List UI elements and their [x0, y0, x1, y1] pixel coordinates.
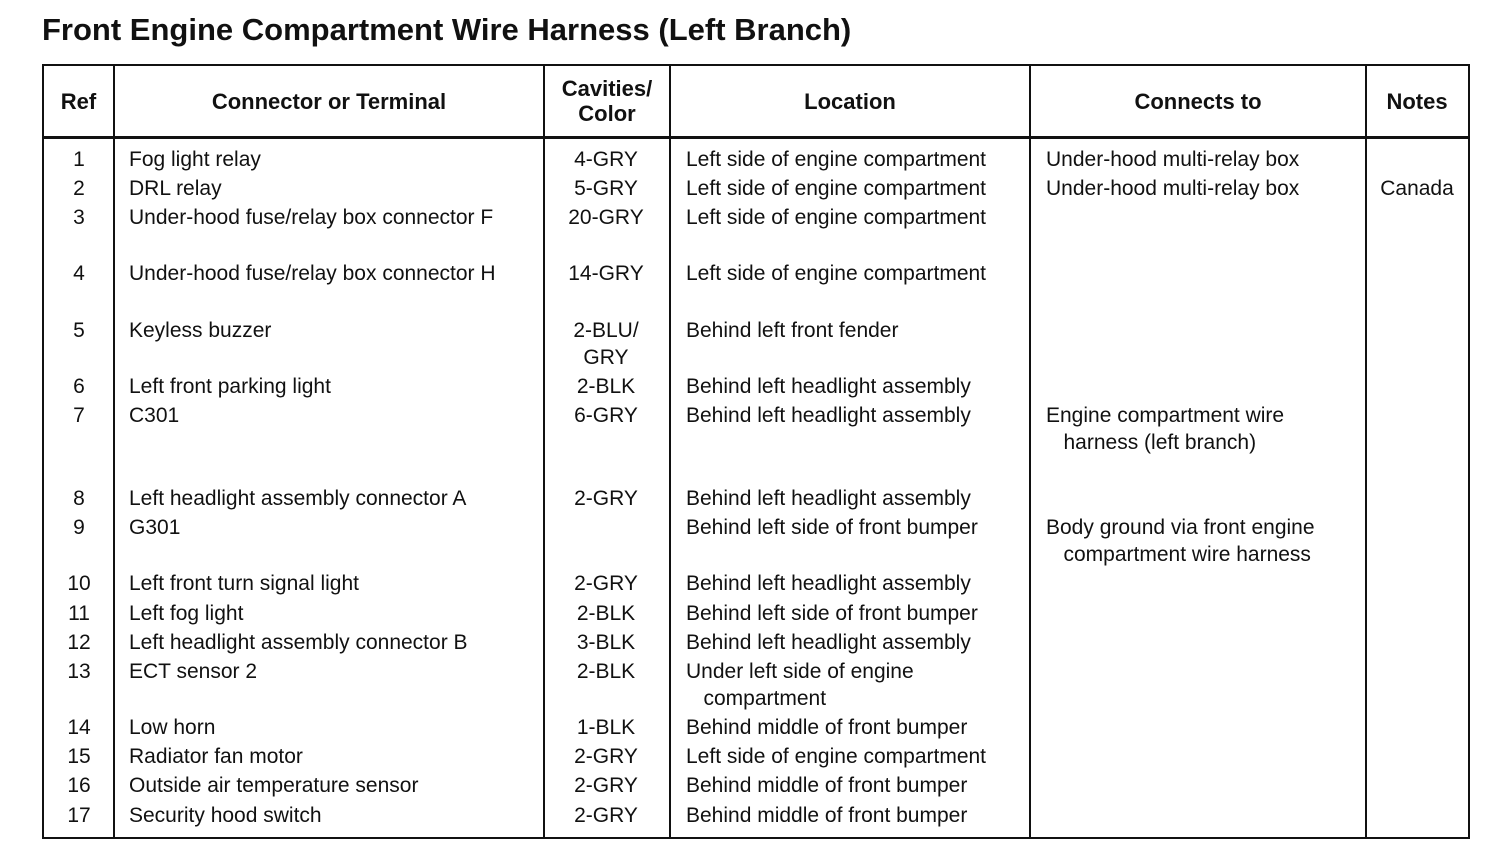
row-cavities: 2-BLK — [576, 375, 636, 398]
row-connects-to: Under-hood multi-relay box — [1046, 177, 1300, 200]
row-cavities: 2-GRY — [574, 774, 638, 797]
row-notes: Canada — [1380, 177, 1454, 200]
row-connector: G301 — [129, 516, 181, 539]
row-connector: Left fog light — [129, 602, 244, 625]
row-ref: 16 — [67, 774, 91, 797]
row-ref: 10 — [67, 572, 91, 595]
header-divider — [44, 136, 1468, 139]
row-location: Behind left headlight assembly — [686, 375, 971, 398]
row-location: Behind left headlight assembly — [686, 487, 971, 510]
row-location: Behind left headlight assembly — [686, 404, 971, 427]
row-location: Behind middle of front bumper — [686, 804, 968, 827]
row-cavities: 3-BLK — [576, 631, 636, 654]
row-location: Behind left side of front bumper — [686, 602, 978, 625]
row-cavities: 2-GRY — [574, 487, 638, 510]
row-cavities: 20-GRY — [568, 206, 644, 229]
row-location: Under left side of engine compartment — [686, 660, 914, 710]
row-connects-to: Under-hood multi-relay box — [1046, 148, 1300, 171]
row-ref: 5 — [73, 319, 85, 342]
row-location: Left side of engine compartment — [686, 745, 987, 768]
row-ref: 8 — [73, 487, 85, 510]
row-cavities: 2-BLK — [576, 660, 636, 683]
row-ref: 4 — [73, 262, 85, 285]
page-title: Front Engine Compartment Wire Harness (Left Branch) — [42, 12, 852, 47]
row-cavities: 2-BLU/ GRY — [573, 319, 639, 369]
row-connector: Fog light relay — [129, 148, 261, 171]
row-location: Behind left front fender — [686, 319, 899, 342]
row-connector: Left headlight assembly connector B — [129, 631, 468, 654]
row-connector: Left front turn signal light — [129, 572, 359, 595]
row-cavities: 5-GRY — [574, 177, 638, 200]
row-connector: Under-hood fuse/relay box connector F — [129, 206, 494, 229]
row-cavities: 6-GRY — [574, 404, 638, 427]
row-ref: 14 — [67, 716, 91, 739]
row-ref: 17 — [67, 804, 91, 827]
harness-table — [42, 64, 1470, 839]
row-cavities: 2-BLK — [576, 602, 636, 625]
row-location: Behind left headlight assembly — [686, 631, 971, 654]
row-cavities: 4-GRY — [574, 148, 638, 171]
row-connector: Left front parking light — [129, 375, 331, 398]
row-ref: 13 — [67, 660, 91, 683]
row-connects-to: Body ground via front engine compartment wire harness — [1046, 516, 1315, 566]
header-ref: Ref — [60, 88, 97, 114]
row-connector: Low horn — [129, 716, 216, 739]
row-ref: 15 — [67, 745, 91, 768]
row-cavities: 14-GRY — [568, 262, 644, 285]
row-cavities: 2-GRY — [574, 572, 638, 595]
row-connects-to: Engine compartment wire harness (left branch) — [1046, 404, 1285, 454]
row-connector: Under-hood fuse/relay box connector H — [129, 262, 496, 285]
row-connector: Security hood switch — [129, 804, 322, 827]
header-connector: Connector or Terminal — [211, 88, 447, 114]
row-connector: Radiator fan motor — [129, 745, 303, 768]
header-cavities: Cavities/ Color — [561, 76, 653, 126]
row-location: Behind middle of front bumper — [686, 716, 968, 739]
row-connector: Outside air temperature sensor — [129, 774, 419, 797]
row-location: Left side of engine compartment — [686, 262, 987, 285]
row-ref: 11 — [68, 602, 90, 625]
row-connector: C301 — [129, 404, 180, 427]
row-ref: 2 — [73, 177, 85, 200]
row-location: Left side of engine compartment — [686, 177, 987, 200]
header-notes: Notes — [1386, 88, 1448, 114]
header-connects-to: Connects to — [1134, 88, 1262, 114]
row-ref: 12 — [67, 631, 91, 654]
row-ref: 6 — [73, 375, 85, 398]
row-ref: 7 — [73, 404, 85, 427]
row-location: Left side of engine compartment — [686, 148, 987, 171]
row-ref: 9 — [73, 516, 85, 539]
row-connector: Left headlight assembly connector A — [129, 487, 467, 510]
row-cavities: 2-GRY — [574, 804, 638, 827]
column-divider — [1029, 66, 1031, 837]
row-connector: Keyless buzzer — [129, 319, 272, 342]
row-ref: 3 — [73, 206, 85, 229]
row-location: Left side of engine compartment — [686, 206, 987, 229]
row-connector: ECT sensor 2 — [129, 660, 257, 683]
row-cavities: 2-GRY — [574, 745, 638, 768]
row-location: Behind middle of front bumper — [686, 774, 968, 797]
row-location: Behind left side of front bumper — [686, 516, 978, 539]
row-cavities: 1-BLK — [576, 716, 636, 739]
row-ref: 1 — [73, 148, 85, 171]
row-location: Behind left headlight assembly — [686, 572, 971, 595]
header-location: Location — [804, 88, 896, 114]
row-connector: DRL relay — [129, 177, 222, 200]
column-divider — [669, 66, 671, 837]
